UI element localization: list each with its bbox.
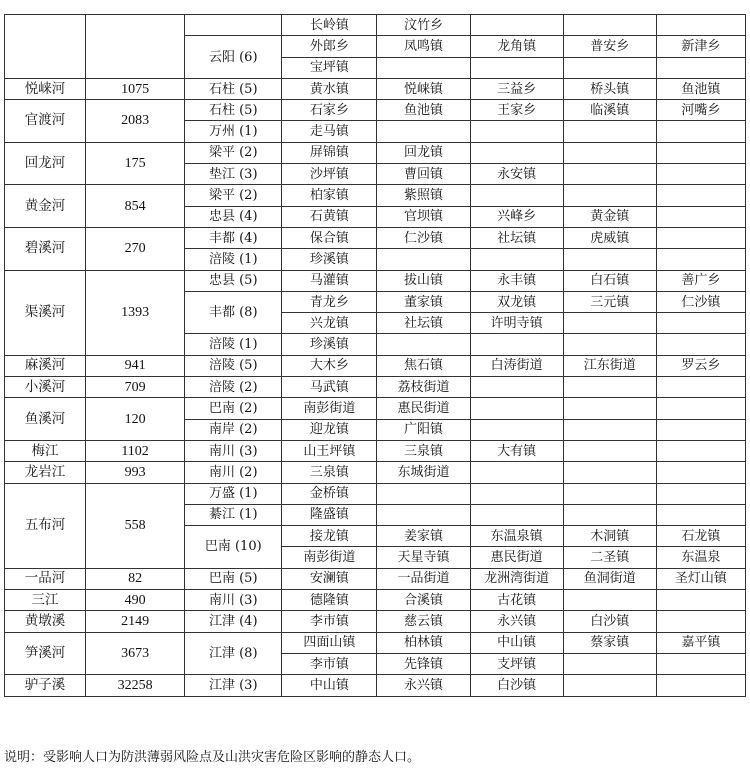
affected-population-cell: 709 xyxy=(85,377,184,398)
town-4-cell xyxy=(563,185,656,206)
table-row xyxy=(5,78,746,99)
town-2-cell: 姜家镇 xyxy=(377,526,470,547)
town-4-cell xyxy=(563,419,656,440)
table-row xyxy=(5,355,746,376)
river-name-cell: 黄墩溪 xyxy=(5,611,86,632)
town-2-cell: 鱼池镇 xyxy=(377,100,470,121)
town-4-cell xyxy=(563,653,656,674)
town-1-cell: 沙坪镇 xyxy=(282,164,377,185)
town-1-cell: 石家乡 xyxy=(282,100,377,121)
town-1-cell: 长岭镇 xyxy=(282,15,377,36)
affected-population-cell: 32258 xyxy=(85,675,184,696)
town-1-cell: 马灌镇 xyxy=(282,270,377,291)
town-2-cell: 董家镇 xyxy=(377,291,470,312)
affected-population-cell: 120 xyxy=(85,398,184,441)
river-name-cell: 梅江 xyxy=(5,440,86,461)
town-5-cell: 罗云乡 xyxy=(656,355,745,376)
town-4-cell xyxy=(563,483,656,504)
district-cell: 云阳 (6) xyxy=(185,36,282,79)
affected-population-cell: 270 xyxy=(85,227,184,270)
town-4-cell xyxy=(563,313,656,334)
table-row xyxy=(5,675,746,696)
district-cell: 垫江 (3) xyxy=(185,164,282,185)
town-2-cell: 合溪镇 xyxy=(377,590,470,611)
town-5-cell xyxy=(656,419,745,440)
town-2-cell xyxy=(377,504,470,525)
table-row xyxy=(5,377,746,398)
town-4-cell: 桥头镇 xyxy=(563,78,656,99)
town-4-cell xyxy=(563,504,656,525)
town-3-cell: 惠民街道 xyxy=(470,547,563,568)
town-2-cell: 天星寺镇 xyxy=(377,547,470,568)
town-4-cell xyxy=(563,440,656,461)
town-3-cell xyxy=(470,462,563,483)
affected-population-cell: 558 xyxy=(85,483,184,568)
table-row xyxy=(5,398,746,419)
town-2-cell: 汶竹乡 xyxy=(377,15,470,36)
town-2-cell: 紫照镇 xyxy=(377,185,470,206)
town-3-cell: 支坪镇 xyxy=(470,653,563,674)
river-name-cell: 悦崃河 xyxy=(5,78,86,99)
town-4-cell xyxy=(563,377,656,398)
town-4-cell: 二圣镇 xyxy=(563,547,656,568)
river-name-cell: 官渡河 xyxy=(5,100,86,143)
affected-population-cell: 1393 xyxy=(85,270,184,355)
town-3-cell: 白涛街道 xyxy=(470,355,563,376)
town-3-cell: 龙洲湾街道 xyxy=(470,568,563,589)
district-cell: 巴南 (10) xyxy=(185,526,282,569)
town-3-cell xyxy=(470,15,563,36)
town-3-cell: 王家乡 xyxy=(470,100,563,121)
river-name-cell: 鱼溪河 xyxy=(5,398,86,441)
district-cell: 南岸 (2) xyxy=(185,419,282,440)
town-2-cell: 慈云镇 xyxy=(377,611,470,632)
town-2-cell: 永兴镇 xyxy=(377,675,470,696)
town-1-cell: 大木乡 xyxy=(282,355,377,376)
river-name-cell: 五布河 xyxy=(5,483,86,568)
town-3-cell: 双龙镇 xyxy=(470,291,563,312)
town-2-cell: 仁沙镇 xyxy=(377,227,470,248)
table-row xyxy=(5,142,746,163)
town-5-cell: 仁沙镇 xyxy=(656,291,745,312)
river-name-cell xyxy=(5,15,86,79)
district-cell: 丰都 (4) xyxy=(185,227,282,248)
table-row xyxy=(5,632,746,653)
town-1-cell: 青龙乡 xyxy=(282,291,377,312)
town-3-cell: 大有镇 xyxy=(470,440,563,461)
town-2-cell xyxy=(377,483,470,504)
affected-population-cell xyxy=(85,15,184,79)
town-5-cell xyxy=(656,227,745,248)
district-cell: 梁平 (2) xyxy=(185,185,282,206)
district-cell: 江津 (3) xyxy=(185,675,282,696)
town-1-cell: 黄水镇 xyxy=(282,78,377,99)
town-1-cell: 李市镇 xyxy=(282,611,377,632)
town-3-cell xyxy=(470,57,563,78)
affected-population-cell: 2149 xyxy=(85,611,184,632)
town-2-cell: 回龙镇 xyxy=(377,142,470,163)
town-3-cell: 永兴镇 xyxy=(470,611,563,632)
town-3-cell xyxy=(470,334,563,355)
town-4-cell: 白石镇 xyxy=(563,270,656,291)
table-row xyxy=(5,227,746,248)
town-1-cell: 保合镇 xyxy=(282,227,377,248)
town-5-cell xyxy=(656,590,745,611)
affected-population-cell: 490 xyxy=(85,590,184,611)
town-4-cell: 白沙镇 xyxy=(563,611,656,632)
town-1-cell: 三泉镇 xyxy=(282,462,377,483)
town-1-cell: 石黄镇 xyxy=(282,206,377,227)
river-name-cell: 小溪河 xyxy=(5,377,86,398)
town-4-cell: 虎威镇 xyxy=(563,227,656,248)
district-cell: 丰都 (8) xyxy=(185,291,282,334)
table-row xyxy=(5,15,746,36)
town-1-cell: 柏家镇 xyxy=(282,185,377,206)
town-3-cell xyxy=(470,249,563,270)
town-1-cell: 南彭街道 xyxy=(282,398,377,419)
town-2-cell: 悦崃镇 xyxy=(377,78,470,99)
river-name-cell: 回龙河 xyxy=(5,142,86,185)
district-cell: 江津 (4) xyxy=(185,611,282,632)
town-2-cell: 先锋镇 xyxy=(377,653,470,674)
affected-population-cell: 854 xyxy=(85,185,184,228)
town-5-cell xyxy=(656,653,745,674)
town-1-cell: 接龙镇 xyxy=(282,526,377,547)
town-1-cell: 珍溪镇 xyxy=(282,249,377,270)
town-1-cell: 屏锦镇 xyxy=(282,142,377,163)
town-1-cell: 四面山镇 xyxy=(282,632,377,653)
town-3-cell: 龙角镇 xyxy=(470,36,563,57)
town-5-cell xyxy=(656,185,745,206)
town-5-cell: 圣灯山镇 xyxy=(656,568,745,589)
river-name-cell: 三江 xyxy=(5,590,86,611)
town-4-cell: 江东街道 xyxy=(563,355,656,376)
town-3-cell xyxy=(470,377,563,398)
river-name-cell: 笋溪河 xyxy=(5,632,86,675)
town-1-cell: 马武镇 xyxy=(282,377,377,398)
town-1-cell: 隆盛镇 xyxy=(282,504,377,525)
town-5-cell xyxy=(656,611,745,632)
river-name-cell: 碧溪河 xyxy=(5,227,86,270)
town-2-cell: 曹回镇 xyxy=(377,164,470,185)
town-3-cell: 社坛镇 xyxy=(470,227,563,248)
town-3-cell: 兴峰乡 xyxy=(470,206,563,227)
town-5-cell xyxy=(656,142,745,163)
district-cell: 涪陵 (2) xyxy=(185,377,282,398)
town-5-cell xyxy=(656,57,745,78)
town-2-cell xyxy=(377,57,470,78)
district-cell: 石柱 (5) xyxy=(185,78,282,99)
town-4-cell xyxy=(563,675,656,696)
town-5-cell xyxy=(656,334,745,355)
table-row xyxy=(5,440,746,461)
town-5-cell xyxy=(656,15,745,36)
district-cell: 万盛 (1) xyxy=(185,483,282,504)
town-5-cell: 新津乡 xyxy=(656,36,745,57)
affected-population-cell: 993 xyxy=(85,462,184,483)
town-2-cell: 社坛镇 xyxy=(377,313,470,334)
table-row xyxy=(5,568,746,589)
town-4-cell: 三元镇 xyxy=(563,291,656,312)
river-name-cell: 麻溪河 xyxy=(5,355,86,376)
town-2-cell: 惠民街道 xyxy=(377,398,470,419)
town-5-cell: 东温泉 xyxy=(656,547,745,568)
town-3-cell: 许明寺镇 xyxy=(470,313,563,334)
district-cell: 巴南 (2) xyxy=(185,398,282,419)
town-5-cell xyxy=(656,675,745,696)
table-row xyxy=(5,590,746,611)
town-1-cell: 宝坪镇 xyxy=(282,57,377,78)
river-name-cell: 驴子溪 xyxy=(5,675,86,696)
table-row xyxy=(5,185,746,206)
district-cell: 南川 (3) xyxy=(185,590,282,611)
town-4-cell: 木洞镇 xyxy=(563,526,656,547)
river-name-cell: 黄金河 xyxy=(5,185,86,228)
district-cell: 忠县 (5) xyxy=(185,270,282,291)
town-2-cell: 一品街道 xyxy=(377,568,470,589)
town-4-cell xyxy=(563,164,656,185)
affected-population-cell: 1075 xyxy=(85,78,184,99)
district-cell: 涪陵 (1) xyxy=(185,249,282,270)
town-2-cell xyxy=(377,249,470,270)
town-3-cell: 古花镇 xyxy=(470,590,563,611)
district-cell: 石柱 (5) xyxy=(185,100,282,121)
town-2-cell: 凤鸣镇 xyxy=(377,36,470,57)
town-4-cell: 普安乡 xyxy=(563,36,656,57)
town-4-cell xyxy=(563,462,656,483)
table-row xyxy=(5,100,746,121)
town-5-cell xyxy=(656,121,745,142)
table-footnote: 说明：受影响人口为防洪薄弱风险点及山洪灾害危险区影响的静态人口。 xyxy=(4,750,421,765)
town-5-cell xyxy=(656,164,745,185)
town-4-cell xyxy=(563,249,656,270)
town-4-cell xyxy=(563,121,656,142)
town-4-cell xyxy=(563,142,656,163)
town-1-cell: 走马镇 xyxy=(282,121,377,142)
town-4-cell xyxy=(563,15,656,36)
town-1-cell: 南彭街道 xyxy=(282,547,377,568)
town-5-cell xyxy=(656,462,745,483)
town-2-cell xyxy=(377,334,470,355)
affected-population-cell: 175 xyxy=(85,142,184,185)
town-1-cell: 珍溪镇 xyxy=(282,334,377,355)
town-5-cell xyxy=(656,440,745,461)
town-5-cell xyxy=(656,483,745,504)
town-3-cell xyxy=(470,142,563,163)
district-cell: 巴南 (5) xyxy=(185,568,282,589)
town-3-cell: 中山镇 xyxy=(470,632,563,653)
river-name-cell: 一品河 xyxy=(5,568,86,589)
town-4-cell: 临溪镇 xyxy=(563,100,656,121)
town-2-cell: 柏林镇 xyxy=(377,632,470,653)
table-row xyxy=(5,462,746,483)
district-cell: 涪陵 (5) xyxy=(185,355,282,376)
table-row xyxy=(5,611,746,632)
table-row xyxy=(5,270,746,291)
table-body xyxy=(5,15,746,697)
district-cell: 江津 (8) xyxy=(185,632,282,675)
town-2-cell: 广阳镇 xyxy=(377,419,470,440)
town-1-cell: 迎龙镇 xyxy=(282,419,377,440)
town-4-cell: 鱼洞街道 xyxy=(563,568,656,589)
town-3-cell xyxy=(470,121,563,142)
town-3-cell: 东温泉镇 xyxy=(470,526,563,547)
affected-population-cell: 82 xyxy=(85,568,184,589)
town-1-cell: 外郎乡 xyxy=(282,36,377,57)
town-1-cell: 山王坪镇 xyxy=(282,440,377,461)
town-3-cell: 永丰镇 xyxy=(470,270,563,291)
affected-towns-table xyxy=(4,14,746,697)
district-cell: 南川 (3) xyxy=(185,440,282,461)
town-3-cell xyxy=(470,504,563,525)
town-1-cell: 兴龙镇 xyxy=(282,313,377,334)
river-name-cell: 渠溪河 xyxy=(5,270,86,355)
affected-population-cell: 1102 xyxy=(85,440,184,461)
district-cell: 綦江 (1) xyxy=(185,504,282,525)
town-5-cell xyxy=(656,504,745,525)
town-3-cell: 三益乡 xyxy=(470,78,563,99)
town-3-cell xyxy=(470,419,563,440)
affected-population-cell: 3673 xyxy=(85,632,184,675)
town-1-cell: 德隆镇 xyxy=(282,590,377,611)
town-2-cell: 东城街道 xyxy=(377,462,470,483)
town-4-cell: 黄金镇 xyxy=(563,206,656,227)
town-2-cell: 拔山镇 xyxy=(377,270,470,291)
district-cell: 万州 (1) xyxy=(185,121,282,142)
district-cell: 忠县 (4) xyxy=(185,206,282,227)
town-3-cell: 白沙镇 xyxy=(470,675,563,696)
town-4-cell xyxy=(563,398,656,419)
town-1-cell: 安澜镇 xyxy=(282,568,377,589)
district-cell: 梁平 (2) xyxy=(185,142,282,163)
town-1-cell: 金桥镇 xyxy=(282,483,377,504)
town-5-cell: 河嘴乡 xyxy=(656,100,745,121)
town-3-cell: 永安镇 xyxy=(470,164,563,185)
town-1-cell: 中山镇 xyxy=(282,675,377,696)
district-cell: 涪陵 (1) xyxy=(185,334,282,355)
town-4-cell xyxy=(563,590,656,611)
town-3-cell xyxy=(470,185,563,206)
town-5-cell xyxy=(656,377,745,398)
town-2-cell xyxy=(377,121,470,142)
town-1-cell: 李市镇 xyxy=(282,653,377,674)
town-4-cell: 蔡家镇 xyxy=(563,632,656,653)
town-5-cell: 嘉平镇 xyxy=(656,632,745,653)
town-2-cell: 官坝镇 xyxy=(377,206,470,227)
town-5-cell: 石龙镇 xyxy=(656,526,745,547)
town-2-cell: 焦石镇 xyxy=(377,355,470,376)
town-2-cell: 荔枝街道 xyxy=(377,377,470,398)
town-4-cell xyxy=(563,57,656,78)
town-3-cell xyxy=(470,398,563,419)
town-5-cell: 鱼池镇 xyxy=(656,78,745,99)
table-row xyxy=(5,483,746,504)
town-5-cell xyxy=(656,206,745,227)
affected-population-cell: 2083 xyxy=(85,100,184,143)
town-5-cell xyxy=(656,398,745,419)
town-2-cell: 三泉镇 xyxy=(377,440,470,461)
affected-population-cell: 941 xyxy=(85,355,184,376)
town-4-cell xyxy=(563,334,656,355)
river-name-cell: 龙岩江 xyxy=(5,462,86,483)
town-5-cell xyxy=(656,313,745,334)
town-3-cell xyxy=(470,483,563,504)
town-5-cell xyxy=(656,249,745,270)
town-5-cell: 善广乡 xyxy=(656,270,745,291)
district-cell: 南川 (2) xyxy=(185,462,282,483)
district-cell xyxy=(185,15,282,36)
